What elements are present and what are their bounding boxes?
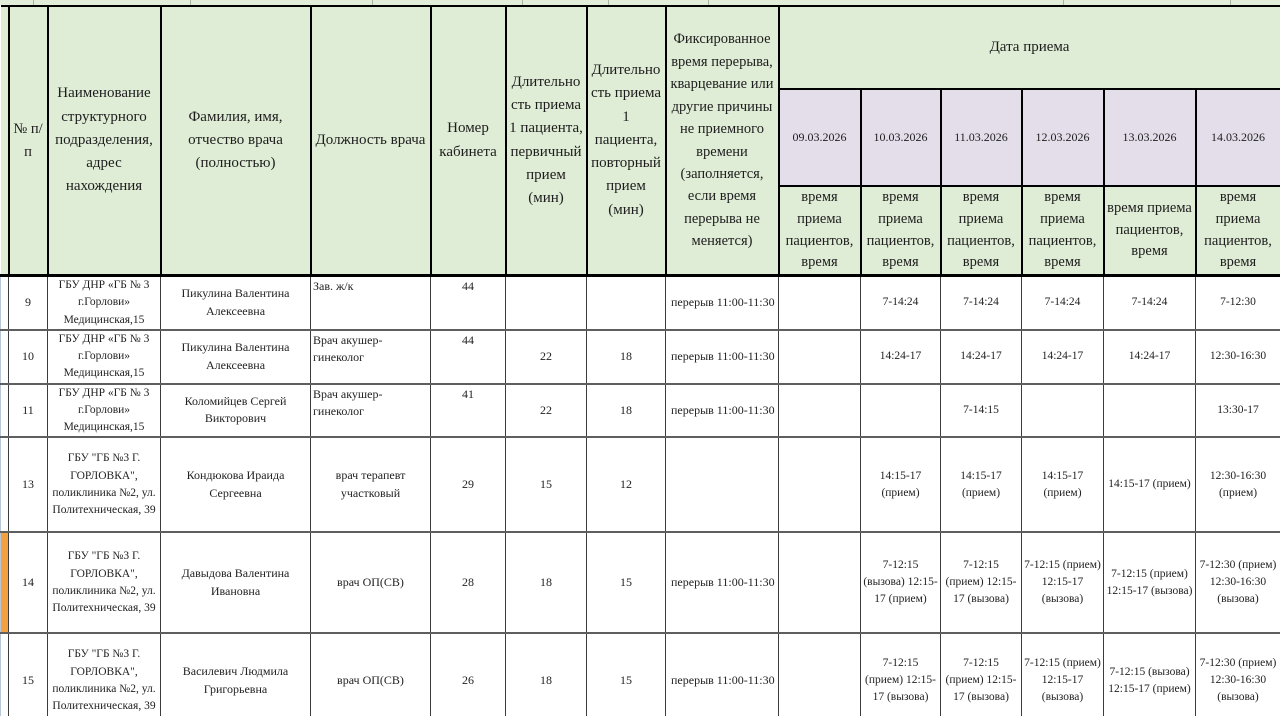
cell-dur-repeat[interactable]: 15 (587, 633, 666, 716)
cell-num[interactable]: 14 (9, 532, 48, 633)
header-date-1[interactable]: 10.03.2026 (861, 89, 941, 186)
header-dur-first[interactable]: Длительность приема 1 пациента, первичный прием (мин) (506, 6, 587, 276)
header-org[interactable]: Наименование структурного подразделения, адрес нахождения (48, 6, 161, 276)
cell-fio[interactable]: Пикулина Валентина Алексеевна (161, 276, 311, 330)
cell-break[interactable]: перерыв 11:00-11:30 (666, 330, 779, 384)
cell-schedule-4[interactable]: 14:24-17 (1104, 330, 1196, 384)
cell-schedule-4[interactable]: 14:15-17 (прием) (1104, 437, 1196, 532)
cell-num[interactable]: 10 (9, 330, 48, 384)
table-row (1, 437, 1280, 532)
cell-dur-repeat[interactable] (587, 276, 666, 330)
cell-break[interactable] (666, 437, 779, 532)
cell-schedule-4[interactable]: 7-12:15 (вызова) 12:15-17 (прием) (1104, 633, 1196, 716)
header-time-5[interactable]: время приема пациентов, время (1196, 186, 1280, 276)
cell-cabinet[interactable]: 44 (431, 276, 506, 330)
table-row (1, 276, 1280, 330)
cell-schedule-0[interactable] (779, 384, 861, 438)
cell-position[interactable]: Врач акушер-гинеколог (311, 384, 431, 438)
cell-dur-first[interactable]: 15 (506, 437, 587, 532)
cell-fio[interactable]: Коломийцев Сергей Викторович (161, 384, 311, 438)
cell-schedule-4[interactable]: 7-14:24 (1104, 276, 1196, 330)
cell-schedule-5[interactable]: 12:30-16:30 (прием) (1196, 437, 1280, 532)
cell-dur-repeat[interactable]: 18 (587, 330, 666, 384)
cell-schedule-5[interactable]: 7-12:30 (1196, 276, 1280, 330)
cell-position[interactable]: врач ОП(СВ) (311, 633, 431, 716)
cell-schedule-2[interactable]: 7-14:15 (941, 384, 1022, 438)
cell-schedule-3[interactable] (1022, 384, 1104, 438)
cell-cabinet[interactable]: 29 (431, 437, 506, 532)
row-marker[interactable] (1, 276, 9, 330)
cell-schedule-5[interactable]: 12:30-16:30 (1196, 330, 1280, 384)
cell-org[interactable]: ГБУ ДНР «ГБ № 3 г.Горлови» Медицинская,15 (48, 384, 161, 438)
header-date-3[interactable]: 12.03.2026 (1022, 89, 1104, 186)
cell-schedule-2[interactable]: 14:15-17 (прием) (941, 437, 1022, 532)
cell-schedule-2[interactable]: 7-12:15 (прием) 12:15-17 (вызова) (941, 633, 1022, 716)
cell-cabinet[interactable]: 28 (431, 532, 506, 633)
row-marker[interactable] (1, 330, 9, 384)
cell-schedule-3[interactable]: 7-12:15 (прием) 12:15-17 (вызова) (1022, 532, 1104, 633)
cell-schedule-0[interactable] (779, 330, 861, 384)
cell-schedule-4[interactable] (1104, 384, 1196, 438)
header-fio[interactable]: Фамилия, имя, отчество врача (полностью) (161, 6, 311, 276)
row-marker[interactable] (1, 384, 9, 438)
cell-dur-first[interactable]: 22 (506, 384, 587, 438)
cell-cabinet[interactable]: 26 (431, 633, 506, 716)
cell-schedule-3[interactable]: 14:24-17 (1022, 330, 1104, 384)
cell-position[interactable]: Зав. ж/к (311, 276, 431, 330)
table-row (1, 384, 1280, 438)
header-time-4[interactable]: время приема пациентов, время (1104, 186, 1196, 276)
header-position[interactable]: Должность врача (311, 6, 431, 276)
cell-org[interactable]: ГБУ "ГБ №3 Г. ГОРЛОВКА", поликлиника №2, ул. Политехническая, 39 (48, 532, 161, 633)
cell-schedule-4[interactable]: 7-12:15 (прием) 12:15-17 (вызова) (1104, 532, 1196, 633)
header-date-4[interactable]: 13.03.2026 (1104, 89, 1196, 186)
cell-break[interactable]: перерыв 11:00-11:30 (666, 532, 779, 633)
cell-schedule-0[interactable] (779, 276, 861, 330)
table-row (1, 633, 1280, 716)
cell-schedule-1[interactable]: 7-12:15 (прием) 12:15-17 (вызова) (861, 633, 941, 716)
cell-dur-repeat[interactable]: 12 (587, 437, 666, 532)
cell-break[interactable]: перерыв 11:00-11:30 (666, 276, 779, 330)
cell-schedule-5[interactable]: 7-12:30 (прием) 12:30-16:30 (вызова) (1196, 633, 1280, 716)
cell-dur-repeat[interactable]: 18 (587, 384, 666, 438)
header-time-2[interactable]: время приема пациентов, время (941, 186, 1022, 276)
cell-position[interactable]: врач терапевт участковый (311, 437, 431, 532)
cell-schedule-0[interactable] (779, 437, 861, 532)
cell-position[interactable]: Врач акушер-гинеколог (311, 330, 431, 384)
cell-schedule-1[interactable]: 7-14:24 (861, 276, 941, 330)
cell-schedule-2[interactable]: 7-14:24 (941, 276, 1022, 330)
cell-fio[interactable]: Кондюкова Ираида Сергеевна (161, 437, 311, 532)
cell-schedule-2[interactable]: 14:24-17 (941, 330, 1022, 384)
header-time-0[interactable]: время приема пациентов, время (779, 186, 861, 276)
header-num[interactable]: № п/п (9, 6, 48, 276)
header-date-0[interactable]: 09.03.2026 (779, 89, 861, 186)
cell-schedule-1[interactable]: 14:24-17 (861, 330, 941, 384)
cell-dur-first[interactable]: 18 (506, 532, 587, 633)
header-date-2[interactable]: 11.03.2026 (941, 89, 1022, 186)
cell-dur-repeat[interactable]: 15 (587, 532, 666, 633)
cell-schedule-1[interactable] (861, 384, 941, 438)
header-cabinet[interactable]: Номер кабинета (431, 6, 506, 276)
cell-break[interactable]: перерыв 11:00-11:30 (666, 384, 779, 438)
cell-cabinet[interactable]: 44 (431, 330, 506, 384)
schedule-table (0, 5, 1280, 716)
cell-num[interactable]: 11 (9, 384, 48, 438)
cell-schedule-1[interactable]: 14:15-17 (прием) (861, 437, 941, 532)
cell-dur-first[interactable]: 18 (506, 633, 587, 716)
cell-dur-first[interactable]: 22 (506, 330, 587, 384)
cell-break[interactable]: перерыв 11:00-11:30 (666, 633, 779, 716)
cell-schedule-3[interactable]: 14:15-17 (прием) (1022, 437, 1104, 532)
table-row (1, 330, 1280, 384)
header-date-group[interactable]: Дата приема (779, 6, 1280, 89)
row-marker[interactable] (1, 633, 9, 716)
cell-org[interactable]: ГБУ "ГБ №3 Г. ГОРЛОВКА", поликлиника №2, ул. Политехническая, 39 (48, 437, 161, 532)
cell-schedule-0[interactable] (779, 633, 861, 716)
header-strip-cell (1, 6, 9, 276)
header-date-5[interactable]: 14.03.2026 (1196, 89, 1280, 186)
cell-schedule-3[interactable]: 7-14:24 (1022, 276, 1104, 330)
header-row-group (1, 6, 1280, 89)
header-dur-repeat[interactable]: Длительность приема 1 пациента, повторный прием (мин) (587, 6, 666, 276)
header-fixed-break[interactable]: Фиксированное время перерыва, кварцевание или другие причины не приемного времени (заполняется, если время перерыва не меняется) (666, 6, 779, 276)
cell-cabinet[interactable]: 41 (431, 384, 506, 438)
cell-schedule-2[interactable]: 7-12:15 (прием) 12:15-17 (вызова) (941, 532, 1022, 633)
cell-num[interactable]: 13 (9, 437, 48, 532)
row-marker-highlight[interactable] (1, 532, 9, 633)
cell-schedule-1[interactable]: 7-12:15 (вызова) 12:15-17 (прием) (861, 532, 941, 633)
cell-position[interactable]: врач ОП(СВ) (311, 532, 431, 633)
cell-fio[interactable]: Давыдова Валентина Ивановна (161, 532, 311, 633)
cell-org[interactable]: ГБУ "ГБ №3 Г. ГОРЛОВКА", поликлиника №2, ул. Политехническая, 39 (48, 633, 161, 716)
header-time-1[interactable]: время приема пациентов, время (861, 186, 941, 276)
cell-schedule-3[interactable]: 7-12:15 (прием) 12:15-17 (вызова) (1022, 633, 1104, 716)
header-time-3[interactable]: время приема пациентов, время (1022, 186, 1104, 276)
cell-schedule-0[interactable] (779, 532, 861, 633)
cell-fio[interactable]: Пикулина Валентина Алексеевна (161, 330, 311, 384)
cell-org[interactable]: ГБУ ДНР «ГБ № 3 г.Горлови» Медицинская,15 (48, 330, 161, 384)
cell-dur-first[interactable] (506, 276, 587, 330)
cell-num[interactable]: 9 (9, 276, 48, 330)
cell-schedule-5[interactable]: 7-12:30 (прием) 12:30-16:30 (вызова) (1196, 532, 1280, 633)
cell-fio[interactable]: Василевич Людмила Григорьевна (161, 633, 311, 716)
row-marker[interactable] (1, 437, 9, 532)
cell-schedule-5[interactable]: 13:30-17 (1196, 384, 1280, 438)
cell-num[interactable]: 15 (9, 633, 48, 716)
table-row (1, 532, 1280, 633)
cell-org[interactable]: ГБУ ДНР «ГБ № 3 г.Горлови» Медицинская,15 (48, 276, 161, 330)
